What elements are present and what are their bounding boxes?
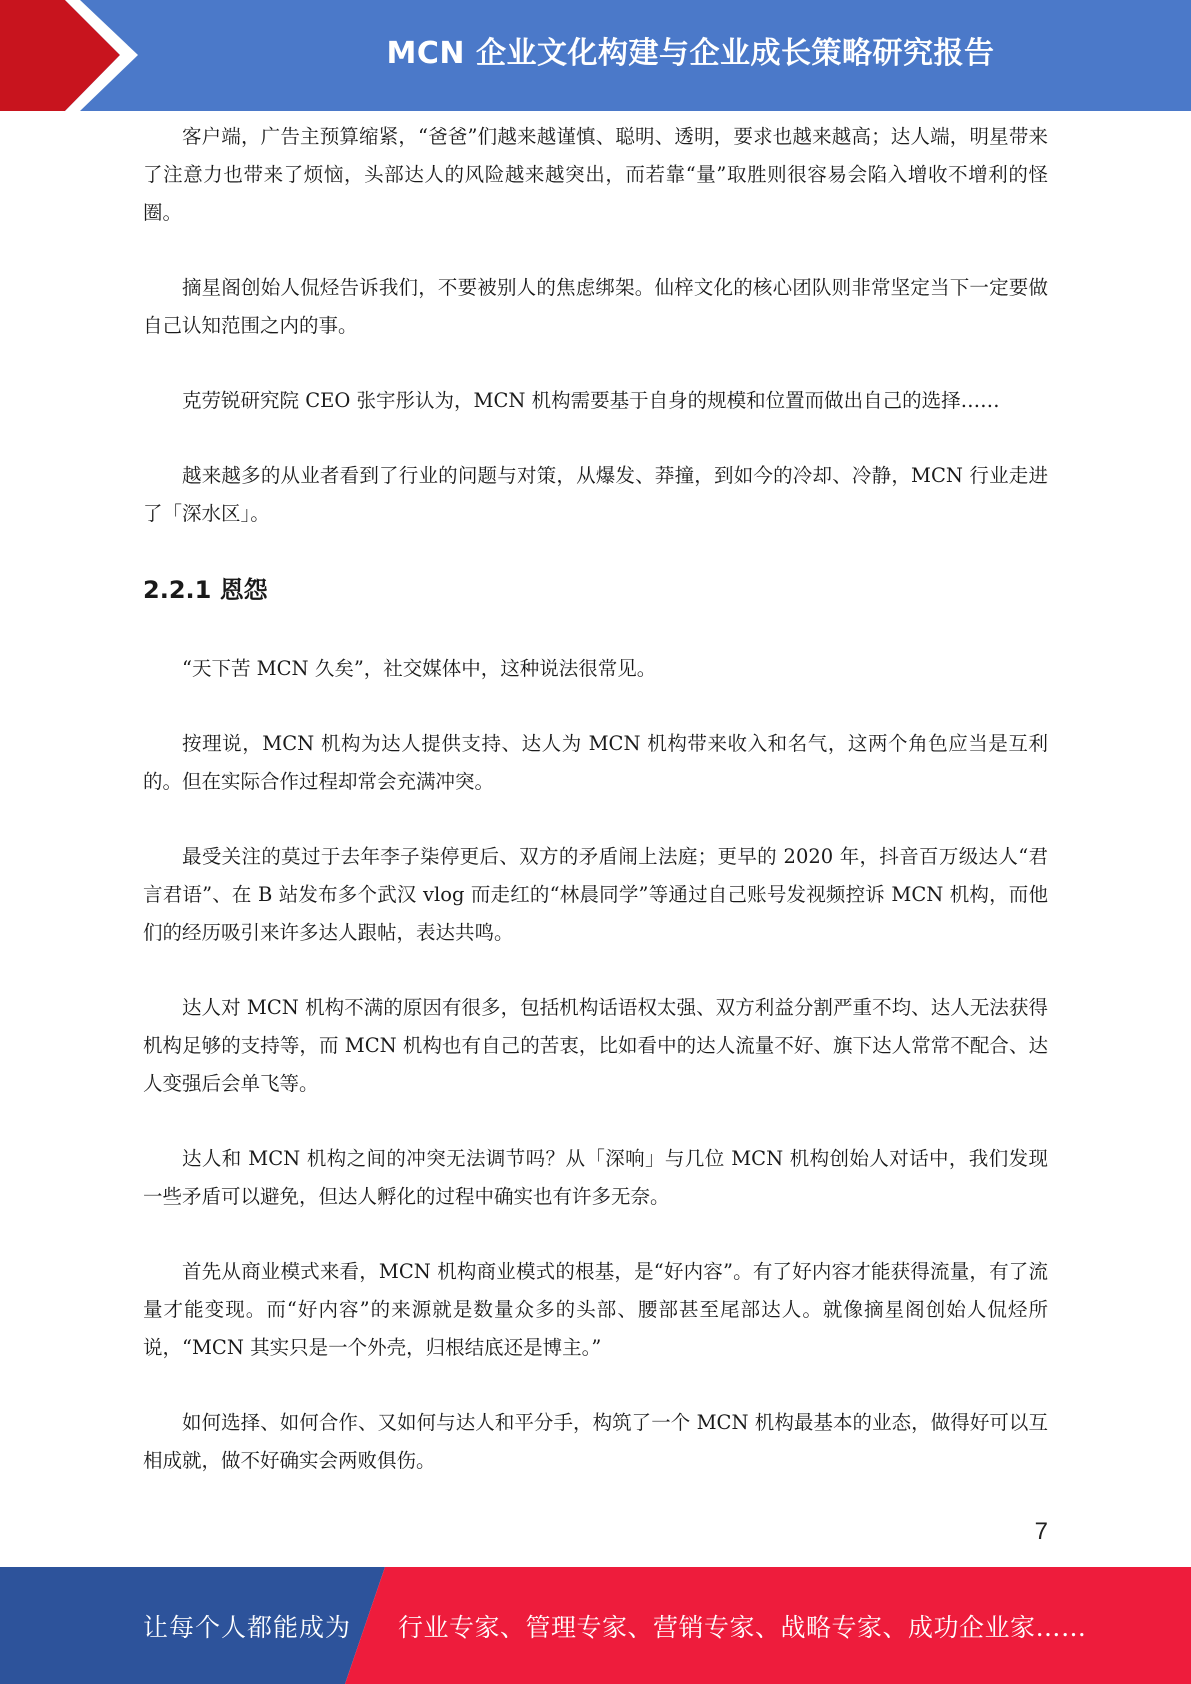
paragraph: 越来越多的从业者看到了行业的问题与对策，从爆发、莽撞，到如今的冷却、冷静，MCN 行业走进了「深水区」。 — [143, 464, 1048, 525]
page-footer — [0, 1567, 1191, 1684]
paragraph: 按理说，MCN 机构为达人提供支持、达人为 MCN 机构带来收入和名气，这两个角色应当是互利的。但在实际合作过程却常会充满冲突。 — [143, 732, 1048, 793]
paragraph: 达人对 MCN 机构不满的原因有很多，包括机构话语权太强、双方利益分割严重不均、达人无法获得机构足够的支持等，而 MCN 机构也有自己的苦衷，比如看中的达人流量不好、旗下达人常常不配合、达人变强后会单飞等。 — [143, 996, 1048, 1095]
paragraph: 首先从商业模式来看，MCN 机构商业模式的根基，是“好内容”。有了好内容才能获得流量，有了流量才能变现。而“好内容”的来源就是数量众多的头部、腰部甚至尾部达人。就像摘星阁创始人侃烃所说，“MCN 其实只是一个外壳，归根结底还是博主。” — [143, 1260, 1048, 1359]
paragraph: 摘星阁创始人侃烃告诉我们，不要被别人的焦虑绑架。仙梓文化的核心团队则非常坚定当下一定要做自己认知范围之内的事。 — [143, 276, 1048, 337]
paragraph: “天下苦 MCN 久矣”，社交媒体中，这种说法很常见。 — [182, 657, 657, 680]
paragraph: 客户端，广告主预算缩紧，“爸爸”们越来越谨慎、聪明、透明，要求也越来越高；达人端，明星带来了注意力也带来了烦恼，头部达人的风险越来越突出，而若靠“量”取胜则很容易会陷入增收不增利的怪圈。 — [143, 125, 1048, 224]
page-header — [0, 0, 1191, 111]
document-body — [143, 118, 1048, 1517]
paragraph: 如何选择、如何合作、又如何与达人和平分手，构筑了一个 MCN 机构最基本的业态，做得好可以互相成就，做不好确实会两败俱伤。 — [143, 1411, 1048, 1472]
footer-slogan-left: 让每个人都能成为 — [143, 1612, 352, 1642]
section-heading: 2.2.1 恩怨 — [143, 576, 268, 604]
footer-slogan-right: 行业专家、管理专家、营销专家、战略专家、成功企业家…… — [398, 1612, 1087, 1642]
page-number: 7 — [1034, 1518, 1048, 1545]
header-arrow-decoration — [0, 0, 150, 111]
paragraph: 达人和 MCN 机构之间的冲突无法调节吗？从「深响」与几位 MCN 机构创始人对话中，我们发现一些矛盾可以避免，但达人孵化的过程中确实也有许多无奈。 — [143, 1147, 1048, 1208]
report-title: MCN 企业文化构建与企业成长策略研究报告 — [386, 36, 995, 71]
paragraph: 最受关注的莫过于去年李子柒停更后、双方的矛盾闹上法庭；更早的 2020 年，抖音百万级达人“君言君语”、在 B 站发布多个武汉 vlog 而走红的“林晨同学”等通过自己账号发视频控诉 MCN 机构，而他们的经历吸引来许多达人跟帖，表达共鸣。 — [143, 845, 1048, 944]
paragraph: 克劳锐研究院 CEO 张宇彤认为，MCN 机构需要基于自身的规模和位置而做出自己的选择…… — [182, 389, 1000, 412]
